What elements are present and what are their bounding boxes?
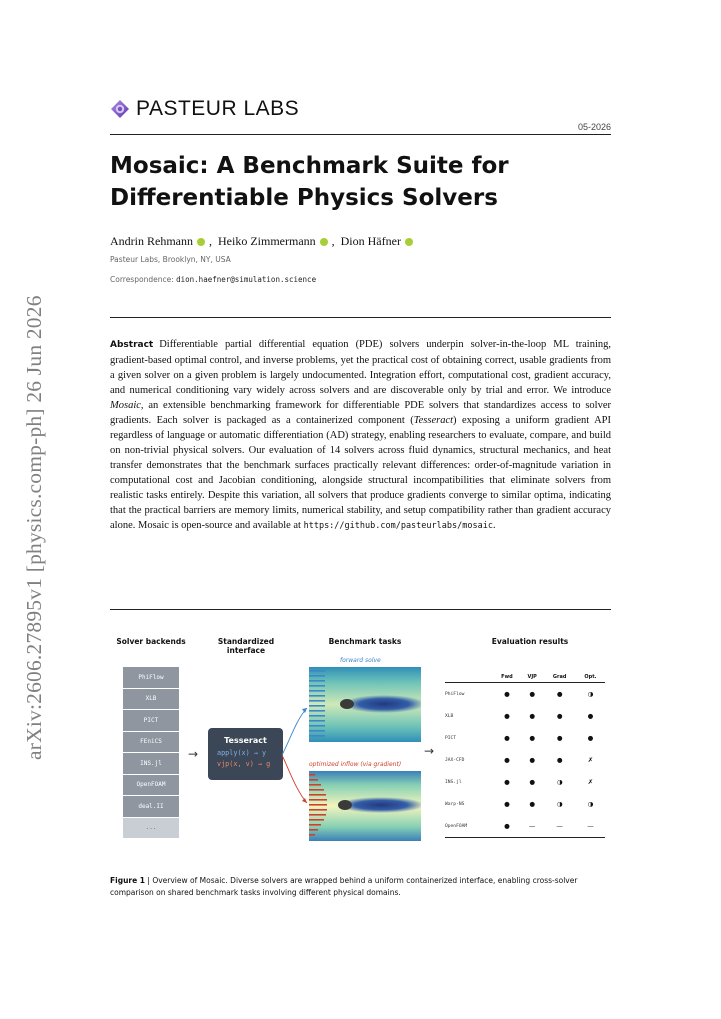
abstract-bottom-rule <box>110 609 611 610</box>
figure-caption <box>110 875 611 899</box>
result-cell: ● <box>529 756 535 764</box>
solver-backends-stack <box>123 667 179 839</box>
result-cell: ● <box>504 800 510 808</box>
arrow-right-icon: → <box>188 747 199 761</box>
fig-header-backends: Solver backends <box>116 637 186 646</box>
affiliation: Pasteur Labs, Brooklyn, NY, USA <box>110 255 231 264</box>
correspondence-label: Correspondence: <box>110 275 174 284</box>
result-cell: ● <box>587 734 594 742</box>
abstract-tesseract: Tesseract <box>413 415 454 426</box>
forward-flow-field <box>309 667 421 742</box>
optimized-arrow-icon <box>282 755 307 803</box>
result-cell: ● <box>529 778 535 786</box>
result-cell: ● <box>504 734 510 742</box>
column-header <box>445 672 493 683</box>
fig-header-interface: Standardized interface <box>217 637 275 655</box>
evaluation-results-table <box>445 672 605 838</box>
backend-cell: PhiFlow <box>123 667 179 688</box>
author-name: Andrin Rehmann <box>110 234 193 248</box>
result-cell: ● <box>493 815 521 838</box>
logo-text: PASTEUR LABS <box>136 97 300 120</box>
result-cell: — <box>576 815 605 838</box>
fig-header-tasks: Benchmark tasks <box>328 637 402 646</box>
result-cell: ● <box>556 756 563 764</box>
backend-cell-more: ... <box>123 818 179 839</box>
result-cell: ◑ <box>556 778 563 786</box>
orcid-icon[interactable] <box>405 238 413 246</box>
tesseract-vjp: vjp(x, v) → g <box>217 760 271 768</box>
solver-name: OpenFOAM <box>445 815 493 838</box>
forward-arrow-icon <box>282 708 307 755</box>
author-separator: , <box>209 234 212 248</box>
result-cell: ● <box>529 712 535 720</box>
result-cell: ● <box>556 690 563 698</box>
author-list <box>110 234 417 249</box>
table-row <box>445 683 605 706</box>
caption-text: Overview of Mosaic. Diverse solvers are wrapped behind a uniform containerized interface, enabling cross-solver comparison on shared benchmark tasks involving different physical domains. <box>110 876 578 897</box>
correspondence <box>110 275 316 284</box>
result-cell: ● <box>587 712 594 720</box>
logo-mark-icon <box>110 99 130 119</box>
solver-name: INS.jl <box>445 779 462 785</box>
table-row <box>445 749 605 771</box>
author-name: Dion Häfner <box>340 234 401 248</box>
result-cell: ● <box>529 800 535 808</box>
optimized-flow-field <box>309 771 421 841</box>
abstract-heading: Abstract <box>110 340 154 350</box>
backend-cell: FEniCS <box>123 732 179 753</box>
solver-name: PhiFlow <box>445 691 465 697</box>
paper-title: Mosaic: A Benchmark Suite for Differentiable Physics Solvers <box>110 153 509 211</box>
result-cell: ● <box>556 712 563 720</box>
tesseract-apply: apply(x) → y <box>217 749 267 757</box>
result-cell: ● <box>504 690 510 698</box>
table-row <box>445 771 605 793</box>
orcid-icon[interactable] <box>320 238 328 246</box>
result-cell: ✗ <box>587 756 594 764</box>
result-cell: ● <box>556 734 563 742</box>
caption-label: Figure 1 <box>110 876 146 885</box>
result-cell: ● <box>504 778 510 786</box>
result-cell: ◑ <box>587 690 594 698</box>
paper-date: 05-2026 <box>577 122 611 132</box>
result-cell: ◑ <box>587 800 594 808</box>
backend-cell: XLB <box>123 689 179 710</box>
abstract-mosaic: Mosaic <box>110 400 141 411</box>
abstract-text: , an extensible benchmarking framework for differentiable PDE solvers that standardizes access to solver gradients. Each solver is packaged as a containerized component ( <box>110 400 611 426</box>
result-cell: ● <box>529 734 535 742</box>
caption-sep: | <box>145 876 153 885</box>
result-cell: — <box>521 815 544 838</box>
table-row <box>445 815 605 838</box>
abstract <box>110 337 611 534</box>
column-header: Opt. <box>576 672 605 683</box>
column-header: Fwd <box>493 672 521 683</box>
column-header: Grad <box>543 672 575 683</box>
branch-arrows <box>280 700 310 810</box>
abstract-text: ) exposing a uniform gradient API regardless of language or automatic differentiation (AD) strategy, enabling researchers to evaluate, compare, and build on non-trivial physical solvers. Our evaluation of 14 solvers across fluid dynamics, structural mechanics, and heat transfer demonstrates that the benchmark surfaces practically relevant differences: order-of-magnitude variation in computational cost and Jacobian conditioning, alongside structural incompatibilities that eliminate solvers from realistic tasks entirely. Despite this variation, all solvers that produce gradients converge to similar optima, indicating that the practical barriers are memory limits, numerical stability, and setup compatibility rather than gradient accuracy alone. Mosaic is open-source and available at <box>110 415 612 531</box>
repo-link[interactable]: https://github.com/pasteurlabs/mosaic <box>303 521 493 531</box>
table-header-row <box>445 672 605 683</box>
abstract-text: Differentiable partial differential equation (PDE) solvers underpin solver-in-the-loop ML training, gradient-based optimal control, and inverse problems, yet the practical cost of obtaining correct, usable gradients from a given solver on a given problem is largely undocumented. Integration effort, computational cost, gradient accuracy, and numerical conditioning vary widely across solvers and are discoverable only by trial and error. We introduce <box>110 339 611 396</box>
optimized-inflow-label: optimized inflow (via gradient) <box>309 761 402 768</box>
result-cell: — <box>543 815 575 838</box>
backend-cell: deal.II <box>123 796 179 817</box>
result-cell: ● <box>504 756 510 764</box>
solver-name: Warp-NS <box>445 801 465 807</box>
backend-cell: PICT <box>123 710 179 731</box>
tesseract-title: Tesseract <box>224 736 267 745</box>
solver-name: XLB <box>445 713 454 719</box>
arrow-right-icon: → <box>424 744 435 758</box>
table-row <box>445 727 605 749</box>
header-rule <box>110 134 611 135</box>
orcid-icon[interactable] <box>197 238 205 246</box>
abstract-end: . <box>492 520 496 531</box>
result-cell: ✗ <box>587 778 594 786</box>
result-cell: ● <box>504 712 510 720</box>
table-row <box>445 793 605 815</box>
author-name: Heiko Zimmermann <box>218 234 316 248</box>
backend-cell: OpenFOAM <box>123 775 179 796</box>
column-header: VJP <box>521 672 544 683</box>
result-cell: ● <box>529 690 535 698</box>
correspondence-email[interactable]: dion.haefner@simulation.science <box>176 275 317 284</box>
result-cell: ◑ <box>556 800 563 808</box>
arxiv-side-stamp: arXiv:2606.27895v1 [physics.comp-ph] 26 Jun 2026 <box>22 295 46 760</box>
solver-name: PICT <box>445 735 457 741</box>
tesseract-box <box>208 728 283 780</box>
abstract-top-rule <box>110 317 611 318</box>
fig-header-results: Evaluation results <box>491 637 569 646</box>
pasteur-labs-logo <box>110 97 299 121</box>
table-row <box>445 705 605 727</box>
solver-name: JAX-CFD <box>445 757 465 763</box>
backend-cell: INS.jl <box>123 753 179 774</box>
author-separator: , <box>331 234 335 248</box>
forward-solve-label: forward solve <box>340 657 381 664</box>
